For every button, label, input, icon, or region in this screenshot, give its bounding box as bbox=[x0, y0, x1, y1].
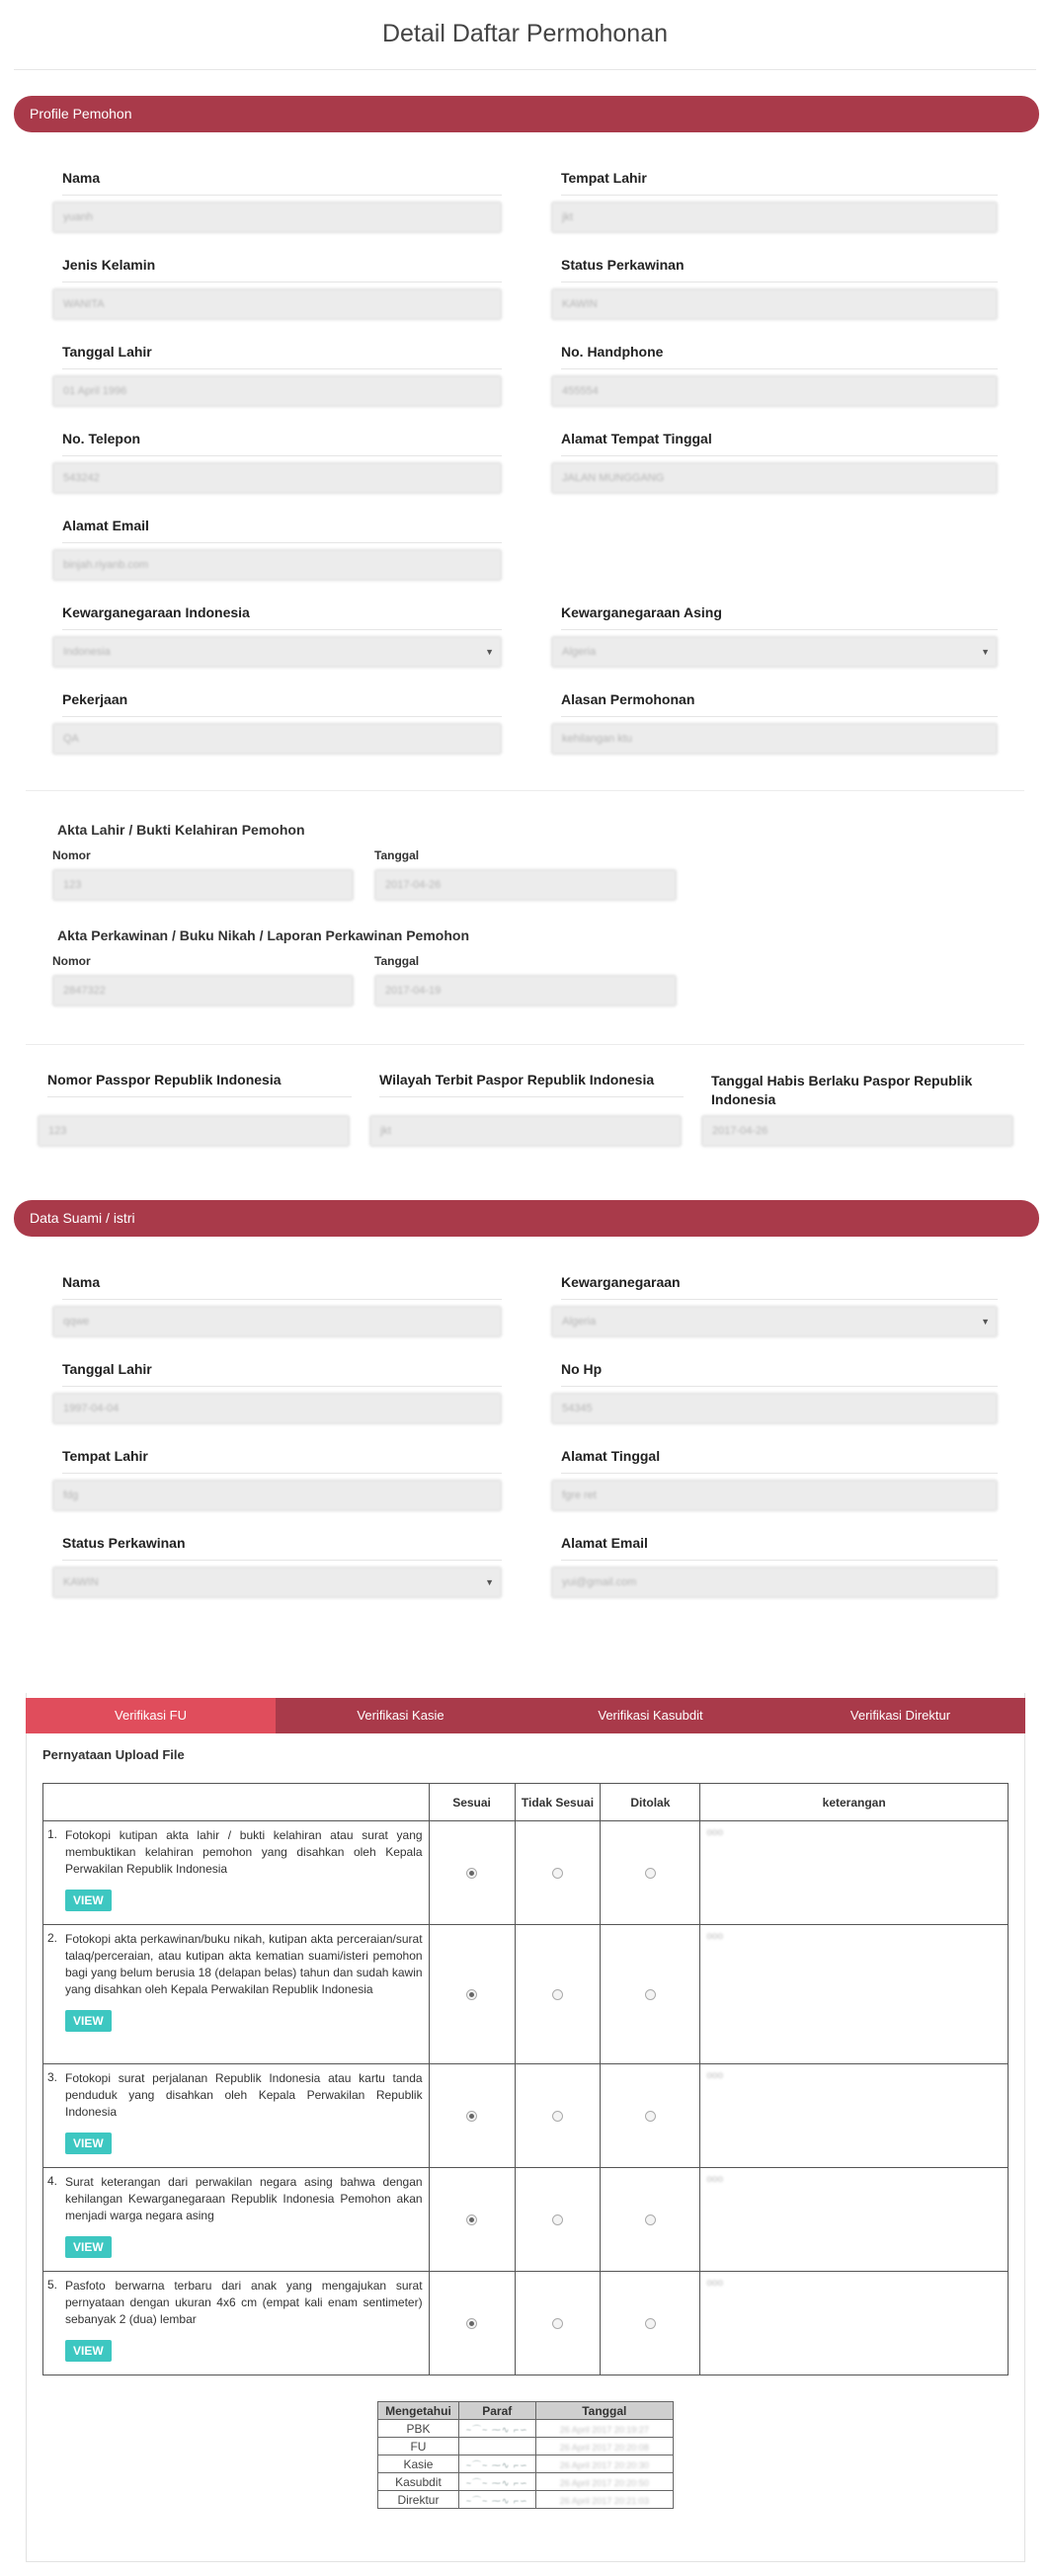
title-divider bbox=[14, 69, 1036, 70]
signature-image: ~⌒~ ⁓∿ ⌐∽ bbox=[458, 2473, 535, 2491]
tab-verifikasi-fu[interactable]: Verifikasi FU bbox=[26, 1698, 276, 1733]
column-header-document bbox=[43, 1784, 430, 1821]
label-no-handphone: No. Handphone bbox=[561, 344, 998, 369]
tidak-sesuai-cell bbox=[515, 2168, 601, 2272]
keterangan-text: ooo bbox=[706, 2070, 724, 2081]
view-button[interactable]: VIEW bbox=[65, 1890, 112, 1911]
ditolak-cell bbox=[601, 1925, 700, 2064]
document-number: 2. bbox=[47, 1931, 58, 1945]
table-row bbox=[43, 2168, 1009, 2272]
keterangan-cell[interactable] bbox=[700, 1821, 1009, 1925]
approval-date-text: 26 April 2017 20:20:30 bbox=[559, 2459, 649, 2470]
label-alasan-permohonan: Alasan Permohonan bbox=[561, 691, 998, 717]
document-number: 5. bbox=[47, 2278, 58, 2292]
select-spouse-status-perkawinan[interactable] bbox=[52, 1567, 502, 1598]
keterangan-text: ooo bbox=[706, 2278, 724, 2289]
approval-date bbox=[535, 2491, 673, 2509]
chevron-down-icon: ▼ bbox=[485, 647, 494, 657]
approval-date-text: 26 April 2017 20:20:50 bbox=[559, 2477, 649, 2488]
table-row bbox=[43, 2064, 1009, 2168]
tidak-sesuai-cell bbox=[515, 1925, 601, 2064]
label-nama: Nama bbox=[62, 170, 502, 196]
sesuai-cell bbox=[429, 2272, 515, 2375]
approval-date bbox=[535, 2420, 673, 2438]
divider bbox=[26, 790, 1024, 791]
document-cell bbox=[43, 2168, 430, 2272]
approval-role: Kasie bbox=[378, 2455, 459, 2473]
document-text: Fotokopi akta perkawinan/buku nikah, kutipan akta perceraian/surat talaq/perceraian, atau kutipan akta kematian suami/isteri pemohon bagi yang belum berusia 18 (delapan belas) tahun dan sudah kawin yang disahkan oleh Kepala Perwakilan Republik Indonesia bbox=[65, 1932, 423, 1996]
column-header-paraf: Paraf bbox=[458, 2402, 535, 2420]
approval-row bbox=[378, 2491, 674, 2509]
input-akta-lahir-nomor[interactable]: 123 bbox=[52, 869, 354, 901]
keterangan-cell[interactable] bbox=[700, 1925, 1009, 2064]
label-no-telepon: No. Telepon bbox=[62, 431, 502, 456]
label-spouse-tanggal-lahir: Tanggal Lahir bbox=[62, 1361, 502, 1387]
radio-tidak-sesuai[interactable] bbox=[552, 2111, 563, 2122]
document-cell bbox=[43, 1925, 430, 2064]
signature-image: ~⌒~ ⁓∿ ⌐∽ bbox=[458, 2420, 535, 2438]
radio-sesuai[interactable] bbox=[466, 1989, 477, 2000]
approval-row bbox=[378, 2420, 674, 2438]
verification-tabs bbox=[26, 1698, 1025, 1733]
label-wilayah-paspor: Wilayah Terbit Paspor Republik Indonesia bbox=[379, 1072, 684, 1097]
input-spouse-alamat-email[interactable]: yui@gmail.com bbox=[551, 1567, 998, 1598]
document-number: 3. bbox=[47, 2070, 58, 2084]
label-spouse-status-perkawinan: Status Perkawinan bbox=[62, 1535, 502, 1561]
signature-image: ~⌒~ ⁓∿ ⌐∽ bbox=[458, 2455, 535, 2473]
label-alamat-tempat-tinggal: Alamat Tempat Tinggal bbox=[561, 431, 998, 456]
label-nomor-paspor: Nomor Passpor Republik Indonesia bbox=[47, 1072, 352, 1097]
input-tanggal-lahir[interactable]: 01 April 1996 bbox=[52, 375, 502, 407]
radio-ditolak[interactable] bbox=[645, 2214, 656, 2225]
select-spouse-kewarganegaraan[interactable] bbox=[551, 1306, 998, 1337]
approval-date-text: 26 April 2017 20:19:27 bbox=[559, 2424, 649, 2435]
column-header-keterangan: keterangan bbox=[700, 1784, 1009, 1821]
tab-verifikasi-direktur[interactable]: Verifikasi Direktur bbox=[849, 1708, 951, 1723]
tidak-sesuai-cell bbox=[515, 1821, 601, 1925]
keterangan-text: ooo bbox=[706, 2174, 724, 2185]
radio-sesuai[interactable] bbox=[466, 2214, 477, 2225]
upload-title: Pernyataan Upload File bbox=[42, 1747, 185, 1762]
input-alasan-permohonan[interactable]: kehilangan ktu bbox=[551, 723, 998, 755]
input-spouse-no-hp[interactable]: 54345 bbox=[551, 1393, 998, 1424]
label-akta-lahir-nomor: Nomor bbox=[52, 848, 91, 862]
select-spouse-status-perkawinan-value: KAWIN bbox=[52, 1567, 502, 1598]
document-cell bbox=[43, 2064, 430, 2168]
keterangan-cell[interactable] bbox=[700, 2168, 1009, 2272]
label-akta-kawin-tanggal: Tanggal bbox=[374, 954, 420, 968]
keterangan-cell[interactable] bbox=[700, 2064, 1009, 2168]
view-button[interactable]: VIEW bbox=[65, 2133, 112, 2154]
label-spouse-tempat-lahir: Tempat Lahir bbox=[62, 1448, 502, 1474]
chevron-down-icon: ▼ bbox=[485, 1577, 494, 1587]
radio-sesuai[interactable] bbox=[466, 2111, 477, 2122]
ditolak-cell bbox=[601, 2272, 700, 2375]
label-akta-kawin-nomor: Nomor bbox=[52, 954, 91, 968]
radio-sesuai[interactable] bbox=[466, 2318, 477, 2329]
column-header-tanggal: Tanggal bbox=[535, 2402, 673, 2420]
column-header-sesuai: Sesuai bbox=[429, 1784, 515, 1821]
label-habis-paspor: Tanggal Habis Berlaku Paspor Republik Indonesia bbox=[711, 1073, 973, 1107]
input-pekerjaan[interactable]: QA bbox=[52, 723, 502, 755]
input-no-telepon[interactable]: 543242 bbox=[52, 462, 502, 494]
document-cell bbox=[43, 1821, 430, 1925]
approval-date bbox=[535, 2438, 673, 2455]
ditolak-cell bbox=[601, 2064, 700, 2168]
input-jenis-kelamin[interactable]: WANITA bbox=[52, 288, 502, 320]
label-spouse-alamat-email: Alamat Email bbox=[561, 1535, 998, 1561]
radio-ditolak[interactable] bbox=[645, 2111, 656, 2122]
label-jenis-kelamin: Jenis Kelamin bbox=[62, 257, 502, 282]
document-text: Pasfoto berwarna terbaru dari anak yang mengajukan surat pernyataan dengan ukuran 4x6 cm (empat kali enam sentimeter) sebanyak 2 (dua) lembar bbox=[65, 2279, 423, 2326]
page-title: Detail Daftar Permohonan bbox=[381, 20, 669, 47]
label-alamat-email: Alamat Email bbox=[62, 518, 502, 543]
view-button[interactable]: VIEW bbox=[65, 2340, 112, 2362]
input-spouse-alamat-tinggal[interactable]: fgre ret bbox=[551, 1480, 998, 1511]
input-nomor-paspor[interactable]: 123 bbox=[38, 1115, 350, 1147]
approval-role: Direktur bbox=[378, 2491, 459, 2509]
section-header-profile: Profile Pemohon bbox=[14, 96, 1039, 132]
radio-ditolak[interactable] bbox=[645, 1868, 656, 1879]
approval-date bbox=[535, 2473, 673, 2491]
label-kewarganegaraan-asing: Kewarganegaraan Asing bbox=[561, 604, 998, 630]
approval-row bbox=[378, 2455, 674, 2473]
column-header-mengetahui: Mengetahui bbox=[378, 2402, 459, 2420]
radio-tidak-sesuai[interactable] bbox=[552, 1989, 563, 2000]
approval-header-row bbox=[378, 2402, 674, 2420]
approval-row bbox=[378, 2438, 674, 2455]
sesuai-cell bbox=[429, 2064, 515, 2168]
signature-image bbox=[458, 2438, 535, 2455]
select-kewarganegaraan-indonesia[interactable] bbox=[52, 636, 502, 668]
radio-tidak-sesuai[interactable] bbox=[552, 1868, 563, 1879]
akta-kawin-heading: Akta Perkawinan / Buku Nikah / Laporan Perkawinan Pemohon bbox=[57, 927, 469, 943]
input-spouse-tempat-lahir[interactable]: fdg bbox=[52, 1480, 502, 1511]
input-status-perkawinan[interactable]: KAWIN bbox=[551, 288, 998, 320]
sesuai-cell bbox=[429, 1925, 515, 2064]
radio-tidak-sesuai[interactable] bbox=[552, 2214, 563, 2225]
keterangan-cell[interactable] bbox=[700, 2272, 1009, 2375]
approval-date-text: 26 April 2017 20:21:03 bbox=[559, 2495, 649, 2506]
chevron-down-icon: ▼ bbox=[981, 647, 990, 657]
column-header-ditolak: Ditolak bbox=[601, 1784, 700, 1821]
label-tanggal-lahir: Tanggal Lahir bbox=[62, 344, 502, 369]
label-tempat-lahir: Tempat Lahir bbox=[561, 170, 998, 196]
view-button[interactable]: VIEW bbox=[65, 2010, 112, 2032]
signature-image: ~⌒~ ⁓∿ ⌐∽ bbox=[458, 2491, 535, 2509]
table-row bbox=[43, 2272, 1009, 2375]
label-status-perkawinan: Status Perkawinan bbox=[561, 257, 998, 282]
label-akta-lahir-tanggal: Tanggal bbox=[374, 848, 420, 862]
label-spouse-kewarganegaraan: Kewarganegaraan bbox=[561, 1274, 998, 1300]
document-text: Fotokopi surat perjalanan Republik Indonesia atau kartu tanda penduduk yang disahkan oleh Kepala Perwakilan Republik Indonesia bbox=[65, 2071, 423, 2119]
input-akta-kawin-nomor[interactable]: 2847322 bbox=[52, 975, 354, 1006]
radio-tidak-sesuai[interactable] bbox=[552, 2318, 563, 2329]
input-spouse-tanggal-lahir[interactable]: 1997-04-04 bbox=[52, 1393, 502, 1424]
column-header-tidak-sesuai: Tidak Sesuai bbox=[515, 1784, 601, 1821]
section-header-spouse: Data Suami / istri bbox=[14, 1200, 1039, 1237]
tab-verifikasi-kasubdit[interactable]: Verifikasi Kasubdit bbox=[598, 1708, 703, 1723]
select-kewarganegaraan-asing-value: Algeria bbox=[551, 636, 998, 668]
document-number: 4. bbox=[47, 2174, 58, 2188]
ditolak-cell bbox=[601, 2168, 700, 2272]
approval-role: PBK bbox=[378, 2420, 459, 2438]
select-spouse-kewarganegaraan-value: Algeria bbox=[551, 1306, 998, 1337]
input-no-handphone[interactable]: 455554 bbox=[551, 375, 998, 407]
table-row bbox=[43, 1925, 1009, 2064]
view-button[interactable]: VIEW bbox=[65, 2236, 112, 2258]
keterangan-text: ooo bbox=[706, 1827, 724, 1838]
sesuai-cell bbox=[429, 2168, 515, 2272]
label-kewarganegaraan-indonesia: Kewarganegaraan Indonesia bbox=[62, 604, 502, 630]
input-habis-paspor[interactable]: 2017-04-26 bbox=[701, 1115, 1013, 1147]
table-header-row bbox=[43, 1784, 1009, 1821]
input-alamat-tempat-tinggal[interactable]: JALAN MUNGGANG bbox=[551, 462, 998, 494]
select-kewarganegaraan-indonesia-value: Indonesia bbox=[52, 636, 502, 668]
tidak-sesuai-cell bbox=[515, 2064, 601, 2168]
divider bbox=[26, 1044, 1024, 1045]
tab-verifikasi-kasie[interactable]: Verifikasi Kasie bbox=[357, 1708, 444, 1723]
document-cell bbox=[43, 2272, 430, 2375]
label-spouse-nama: Nama bbox=[62, 1274, 502, 1300]
table-row bbox=[43, 1821, 1009, 1925]
ditolak-cell bbox=[601, 1821, 700, 1925]
document-number: 1. bbox=[47, 1827, 58, 1841]
label-pekerjaan: Pekerjaan bbox=[62, 691, 502, 717]
approval-date-text: 26 April 2017 20:20:08 bbox=[559, 2442, 649, 2453]
approval-role: Kasubdit bbox=[378, 2473, 459, 2491]
akta-lahir-heading: Akta Lahir / Bukti Kelahiran Pemohon bbox=[57, 822, 305, 838]
input-wilayah-paspor[interactable]: jkt bbox=[369, 1115, 682, 1147]
label-spouse-no-hp: No Hp bbox=[561, 1361, 998, 1387]
documents-table bbox=[42, 1783, 1009, 2375]
input-spouse-nama[interactable]: qqwe bbox=[52, 1306, 502, 1337]
tidak-sesuai-cell bbox=[515, 2272, 601, 2375]
sesuai-cell bbox=[429, 1821, 515, 1925]
radio-ditolak[interactable] bbox=[645, 2318, 656, 2329]
input-tempat-lahir[interactable]: jkt bbox=[551, 201, 998, 233]
approval-date bbox=[535, 2455, 673, 2473]
input-nama[interactable]: yuanh bbox=[52, 201, 502, 233]
input-alamat-email[interactable]: binjah.riyanb.com bbox=[52, 549, 502, 581]
keterangan-text: ooo bbox=[706, 1931, 724, 1942]
approval-row bbox=[378, 2473, 674, 2491]
document-text: Surat keterangan dari perwakilan negara asing bahwa dengan kehilangan Kewarganegaraan Republik Indonesia Pemohon akan menjadi warga negara asing bbox=[65, 2175, 423, 2222]
radio-ditolak[interactable] bbox=[645, 1989, 656, 2000]
radio-sesuai[interactable] bbox=[466, 1868, 477, 1879]
label-spouse-alamat-tinggal: Alamat Tinggal bbox=[561, 1448, 998, 1474]
approval-role: FU bbox=[378, 2438, 459, 2455]
chevron-down-icon: ▼ bbox=[981, 1317, 990, 1327]
document-text: Fotokopi kutipan akta lahir / bukti kelahiran atau surat yang membuktikan kelahiran pemohon yang disahkan oleh Kepala Perwakilan Republik Indonesia bbox=[65, 1828, 423, 1876]
input-akta-lahir-tanggal[interactable]: 2017-04-26 bbox=[374, 869, 677, 901]
approval-table bbox=[377, 2401, 674, 2509]
select-kewarganegaraan-asing[interactable] bbox=[551, 636, 998, 668]
input-akta-kawin-tanggal[interactable]: 2017-04-19 bbox=[374, 975, 677, 1006]
